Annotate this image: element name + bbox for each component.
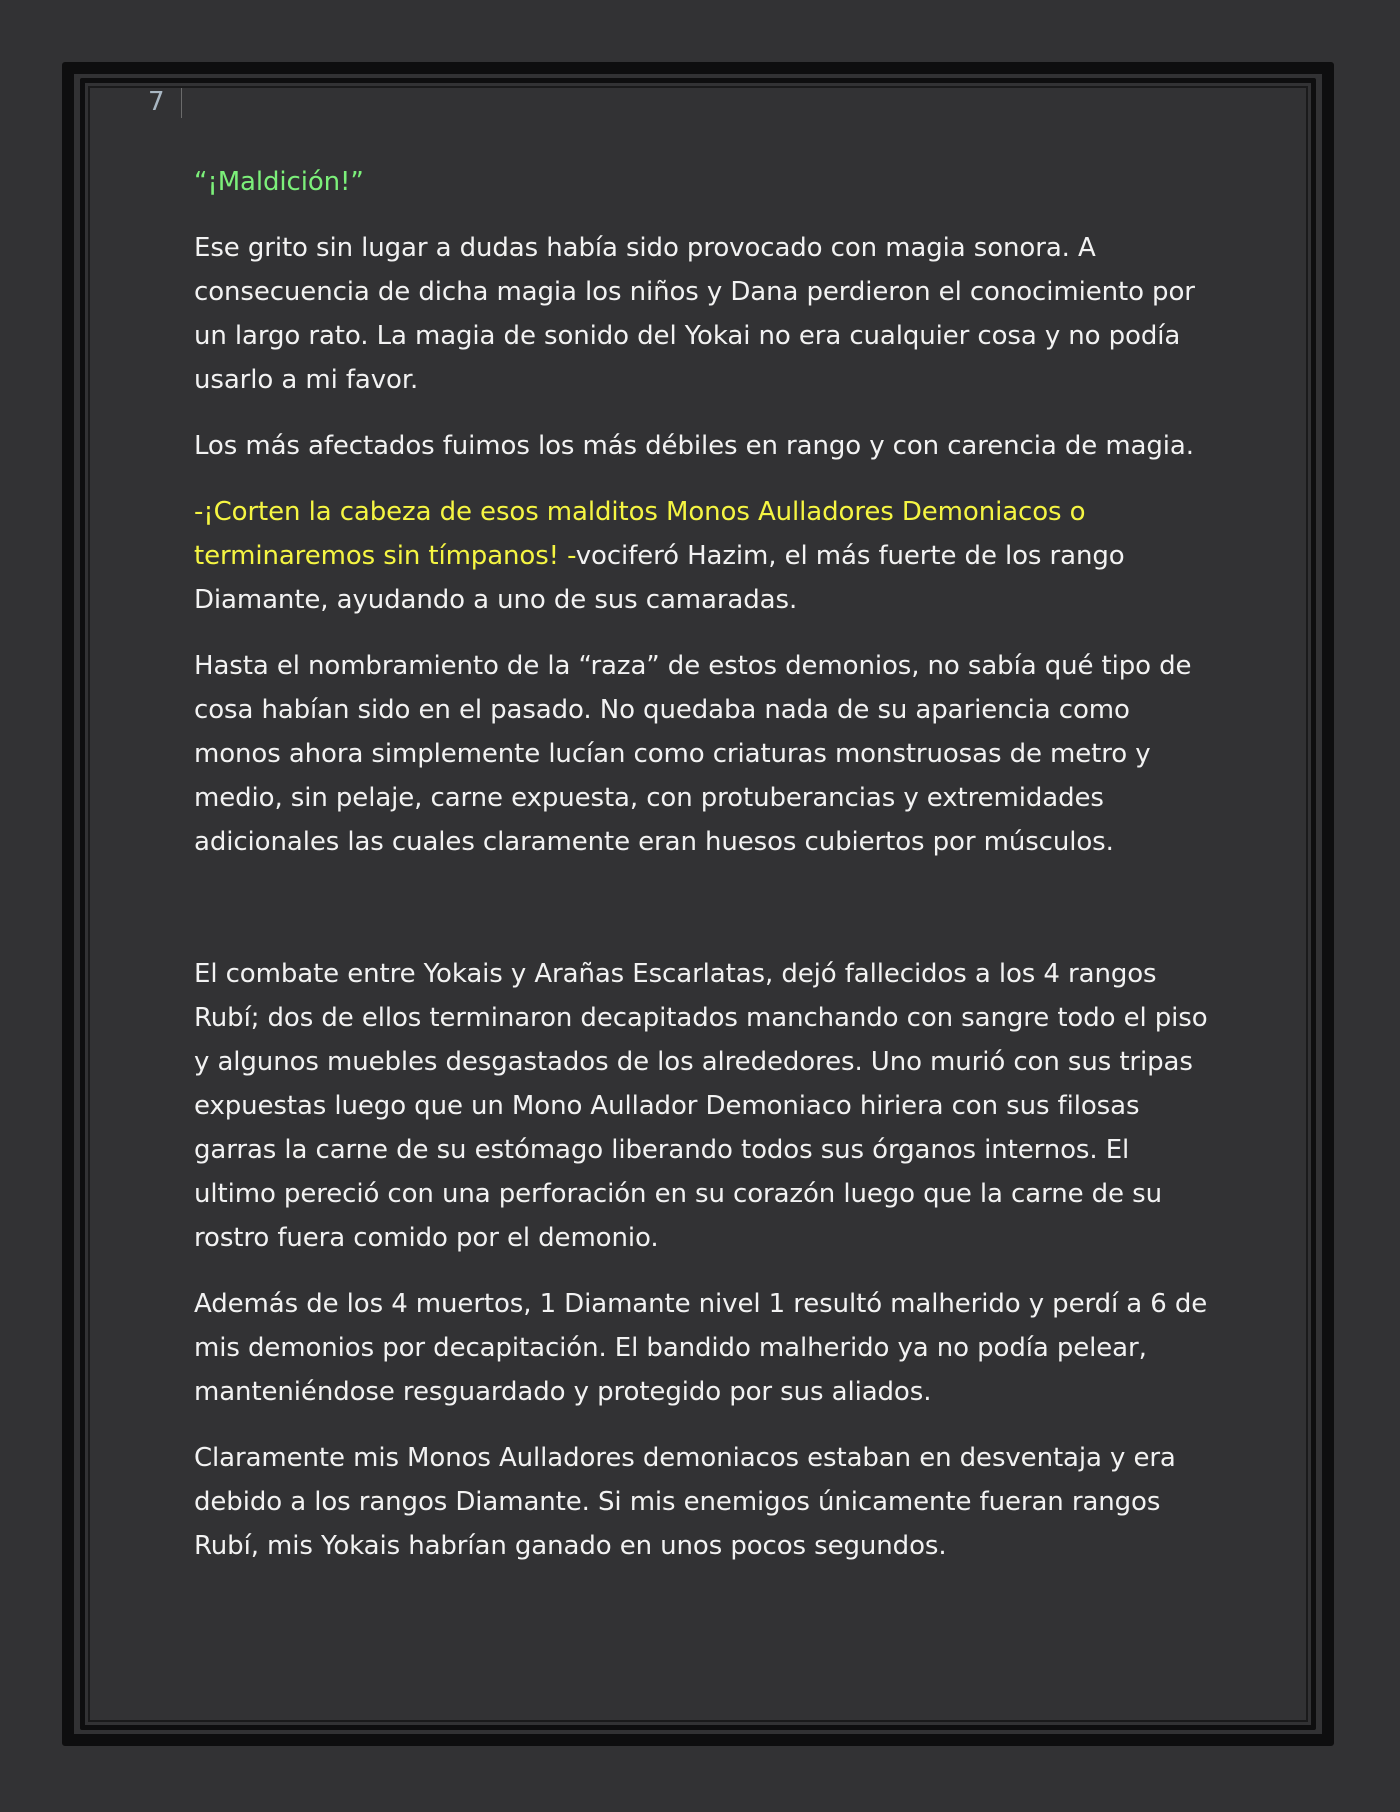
page-number-divider xyxy=(181,88,182,118)
paragraph-8: Claramente mis Monos Aulladores demoniacos estaban en desventaja y era debido a los rangos Diamante. Si mis enemigos únicamente fueran rangos Rubí, mis Yokais habrían ganado en unos pocos segundos. xyxy=(194,1443,1176,1561)
section-gap xyxy=(194,886,1214,952)
page-number: 7 xyxy=(148,87,165,117)
paragraph-7: Además de los 4 muertos, 1 Diamante nivel 1 resultó malherido y perdí a 6 de mis demonios por decapitación. El bandido malherido ya no podía pelear, manteniéndose resguardado y protegido por sus aliados. xyxy=(194,1289,1208,1407)
narration-text: vociferó Hazim, el más fuerte de los rango Diamante, ayudando a uno de sus camaradas. xyxy=(194,541,1125,615)
dialog-text: -¡Corten la cabeza de esos malditos Monos Aulladores Demoniacos o terminaremos sin tímpanos! - xyxy=(194,497,1086,571)
paragraph-4 xyxy=(194,490,1214,622)
paragraph-exclamation: “¡Maldición!” xyxy=(194,167,364,197)
paragraph-5: Hasta el nombramiento de la “raza” de estos demonios, no sabía qué tipo de cosa habían sido en el pasado. No quedaba nada de su apariencia como monos ahora simplemente lucían como criaturas monstruosas de metro y medio, sin pelaje, carne expuesta, con protuberancias y extremidades adicionales las cuales claramente eran huesos cubiertos por músculos. xyxy=(194,651,1192,857)
page-content xyxy=(194,160,1214,1590)
paragraph-6: El combate entre Yokais y Arañas Escarlatas, dejó fallecidos a los 4 rangos Rubí; dos de ellos terminaron decapitados manchando con sangre todo el piso y algunos muebles desgastados de los alrededores. Uno murió con sus tripas expuestas luego que un Mono Aullador Demoniaco hiriera con sus filosas garras la carne de su estómago liberando todos sus órganos internos. El ultimo pereció con una perforación en su corazón luego que la carne de su rostro fuera comido por el demonio. xyxy=(194,959,1208,1253)
paragraph-2: Ese grito sin lugar a dudas había sido provocado con magia sonora. A consecuencia de dicha magia los niños y Dana perdieron el conocimiento por un largo rato. La magia de sonido del Yokai no era cualquier cosa y no podía usarlo a mi favor. xyxy=(194,233,1195,395)
paragraph-3: Los más afectados fuimos los más débiles en rango y con carencia de magia. xyxy=(194,431,1194,461)
